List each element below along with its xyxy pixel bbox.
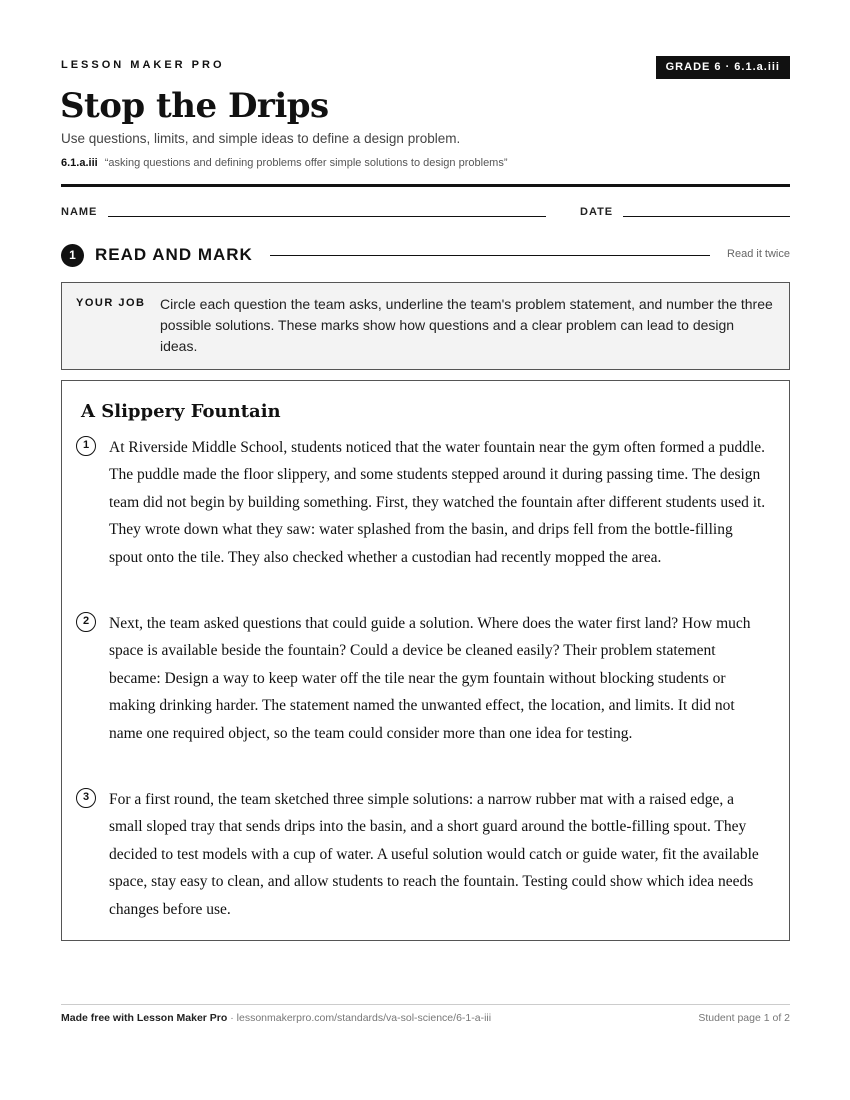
date-label: DATE — [580, 206, 614, 218]
paragraph-number-badge: 3 — [76, 788, 96, 808]
passage-paragraph: Next, the team asked questions that could guide a solution. Where does the water first land? How much space is available beside the fountain? Could a device be cleaned easily? Their problem statement became: Design a way to keep water off the tile near the gym fountain without blocking students or making drinking harder. The statement named the unwanted effect, the location, and limits. It did not name one required object, so the team could consider more than one idea for testing. — [109, 615, 751, 742]
section-hint: Read it twice — [727, 248, 790, 260]
section-divider — [270, 255, 710, 256]
header-divider — [61, 184, 790, 187]
section-number-badge: 1 — [61, 244, 84, 267]
page-indicator: Student page 1 of 2 — [698, 1012, 790, 1024]
footer-divider — [61, 1004, 790, 1005]
reading-passage — [61, 380, 790, 941]
paragraph-number-badge: 1 — [76, 436, 96, 456]
page-subtitle: Use questions, limits, and simple ideas to define a design problem. — [61, 131, 461, 146]
grade-badge: GRADE 6 · 6.1.a.iii — [656, 56, 790, 79]
name-label: NAME — [61, 206, 98, 218]
passage-paragraph: For a first round, the team sketched three simple solutions: a narrow rubber mat with a raised edge, a small sloped tray that sends drips into the basin, and a short guard around the bottle-filling spout. They decided to test models with a cup of water. A useful solution would catch or guide water, fit the available space, stay easy to clean, and allow students to reach the fountain. Testing could show which idea needs changes before use. — [109, 791, 759, 918]
footer-brand: Made free with Lesson Maker Pro — [61, 1012, 228, 1024]
instructions-label: YOUR JOB — [76, 297, 146, 309]
standard-quote: “asking questions and defining problems offer simple solutions to design problems” — [104, 157, 508, 169]
standard-reference — [61, 157, 508, 169]
date-field[interactable] — [623, 216, 790, 217]
passage-paragraph: At Riverside Middle School, students noticed that the water fountain near the gym often formed a puddle. The puddle made the floor slippery, and some students stepped around it during passing time. The design team did not begin by building something. First, they watched the fountain after different students used it. They wrote down what they saw: water splashed from the basin, and drips fell from the bottle-filling spout onto the tile. They also checked whether a custodian had recently mopped the area. — [109, 439, 766, 566]
brand-name: LESSON MAKER PRO — [61, 59, 225, 71]
page-title: Stop the Drips — [60, 86, 329, 126]
section-title: READ AND MARK — [95, 245, 253, 264]
footer-credit — [61, 1012, 491, 1024]
instructions-text: Circle each question the team asks, underline the team's problem statement, and number the three possible solutions. These marks show how questions and a clear problem can lead to design ideas. — [160, 296, 773, 354]
footer-url[interactable]: · lessonmakerpro.com/standards/va-sol-science/6-1-a-iii — [227, 1012, 492, 1024]
name-field[interactable] — [108, 216, 546, 217]
passage-title: A Slippery Fountain — [81, 401, 281, 422]
section-header — [61, 243, 790, 269]
standard-code: 6.1.a.iii — [61, 157, 98, 169]
paragraph-number-badge: 2 — [76, 612, 96, 632]
worksheet-header — [61, 56, 790, 80]
instructions-box — [61, 282, 790, 370]
